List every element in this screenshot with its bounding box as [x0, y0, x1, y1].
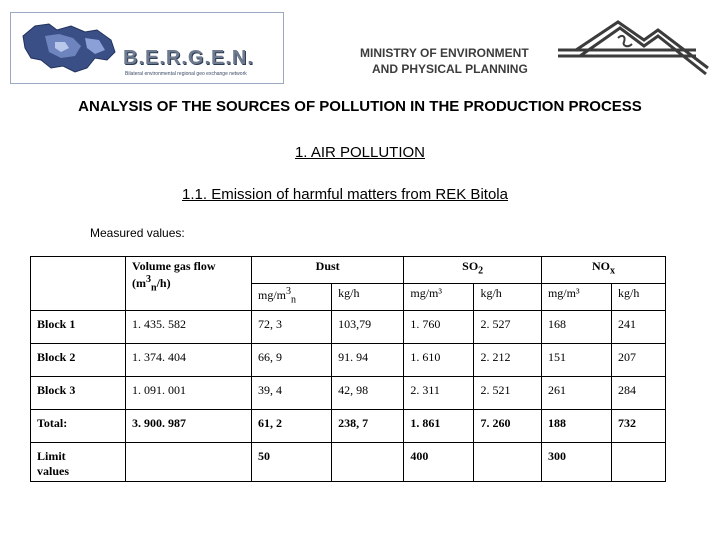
limit-so2-kg-empty [474, 443, 542, 482]
bergen-logo [10, 12, 284, 84]
limit-so2: 400 [404, 443, 474, 482]
cell-dust-mg: 72, 3 [252, 311, 332, 344]
unit-dust-mg-pre: mg/m [258, 288, 287, 302]
row-label: Total: [31, 410, 126, 443]
cell-nox-mg: 188 [541, 410, 611, 443]
cell-volume: 1. 091. 001 [126, 377, 252, 410]
section-title-text: 1. AIR POLLUTION [294, 144, 426, 161]
subsection-title: 1.1. Emission of harmful matters from REK Bitola [182, 186, 508, 203]
cell-dust-kg: 103,79 [332, 311, 404, 344]
cell-volume: 1. 374. 404 [126, 344, 252, 377]
cell-so2-kg: 2. 212 [474, 344, 542, 377]
volume-unit-pre: (m [132, 276, 146, 290]
volume-unit [132, 274, 171, 294]
unit-so2-kg: kg/h [474, 284, 542, 311]
header-volume [126, 257, 252, 311]
unit-nox-mg: mg/m³ [541, 284, 611, 311]
measured-values-label: Measured values: [90, 226, 185, 240]
cell-nox-mg: 151 [541, 344, 611, 377]
cell-nox-kg: 732 [612, 410, 666, 443]
logo-wordmark: B.E.R.G.E.N. [123, 47, 254, 69]
unit-dust-kg: kg/h [332, 284, 404, 311]
limit-nox-kg-empty [612, 443, 666, 482]
cell-so2-kg: 2. 527 [474, 311, 542, 344]
cell-dust-kg: 42, 98 [332, 377, 404, 410]
limit-volume-empty [126, 443, 252, 482]
header-so2 [404, 257, 542, 284]
cell-nox-kg: 284 [612, 377, 666, 410]
logo-subtext: Bilateral environmental regional geo exchange network [125, 71, 247, 77]
limit-label [31, 443, 126, 482]
cell-dust-kg: 238, 7 [332, 410, 404, 443]
ministry-line-2: AND PHYSICAL PLANNING [372, 62, 528, 76]
unit-dust-mg-sub: n [291, 294, 297, 306]
total-row [31, 410, 666, 443]
table-row [31, 344, 666, 377]
emissions-table [30, 256, 666, 482]
limit-dust-kg-empty [332, 443, 404, 482]
header-empty-cell [31, 257, 126, 311]
volume-unit-sup: 3 [146, 274, 151, 285]
cell-nox-mg: 168 [541, 311, 611, 344]
unit-so2-mg: mg/m³ [404, 284, 474, 311]
cell-volume: 1. 435. 582 [126, 311, 252, 344]
cell-dust-mg: 66, 9 [252, 344, 332, 377]
cell-volume: 3. 900. 987 [126, 410, 252, 443]
row-label: Block 3 [31, 377, 126, 410]
section-title [0, 144, 720, 161]
cell-dust-kg: 91. 94 [332, 344, 404, 377]
so2-text: SO [462, 259, 479, 273]
cell-so2-kg: 7. 260 [474, 410, 542, 443]
cell-so2-mg: 2. 311 [404, 377, 474, 410]
ministry-name [358, 44, 718, 84]
cell-dust-mg: 61, 2 [252, 410, 332, 443]
header-dust: Dust [252, 257, 404, 284]
table-row [31, 377, 666, 410]
ministry-line-1: MINISTRY OF ENVIRONMENT [360, 46, 529, 60]
volume-header-text: Volume gas flow [132, 259, 216, 273]
cell-nox-kg: 241 [612, 311, 666, 344]
map-icon [15, 16, 125, 78]
so2-sub: 2 [478, 265, 484, 277]
limit-label-line-2: values [37, 464, 70, 478]
limit-row [31, 443, 666, 482]
row-label: Block 2 [31, 344, 126, 377]
unit-dust-mg [252, 284, 332, 311]
nox-sub: x [609, 265, 615, 277]
limit-dust: 50 [252, 443, 332, 482]
cell-nox-mg: 261 [541, 377, 611, 410]
limit-nox: 300 [541, 443, 611, 482]
header-nox [541, 257, 665, 284]
header-row-1 [31, 257, 666, 284]
unit-nox-kg: kg/h [612, 284, 666, 311]
cell-so2-mg: 1. 760 [404, 311, 474, 344]
cell-so2-kg: 2. 521 [474, 377, 542, 410]
table-row [31, 311, 666, 344]
volume-unit-post: /h) [156, 276, 171, 290]
nox-text: NO [591, 259, 610, 273]
volume-unit-sub: n [151, 282, 157, 294]
page-title: ANALYSIS OF THE SOURCES OF POLLUTION IN THE PRODUCTION PROCESS [78, 98, 642, 115]
cell-nox-kg: 207 [612, 344, 666, 377]
cell-dust-mg: 39, 4 [252, 377, 332, 410]
cell-so2-mg: 1. 861 [404, 410, 474, 443]
unit-dust-mg-sup: 3 [286, 286, 292, 297]
limit-label-line-1: Limit [37, 449, 66, 463]
cell-so2-mg: 1. 610 [404, 344, 474, 377]
row-label: Block 1 [31, 311, 126, 344]
